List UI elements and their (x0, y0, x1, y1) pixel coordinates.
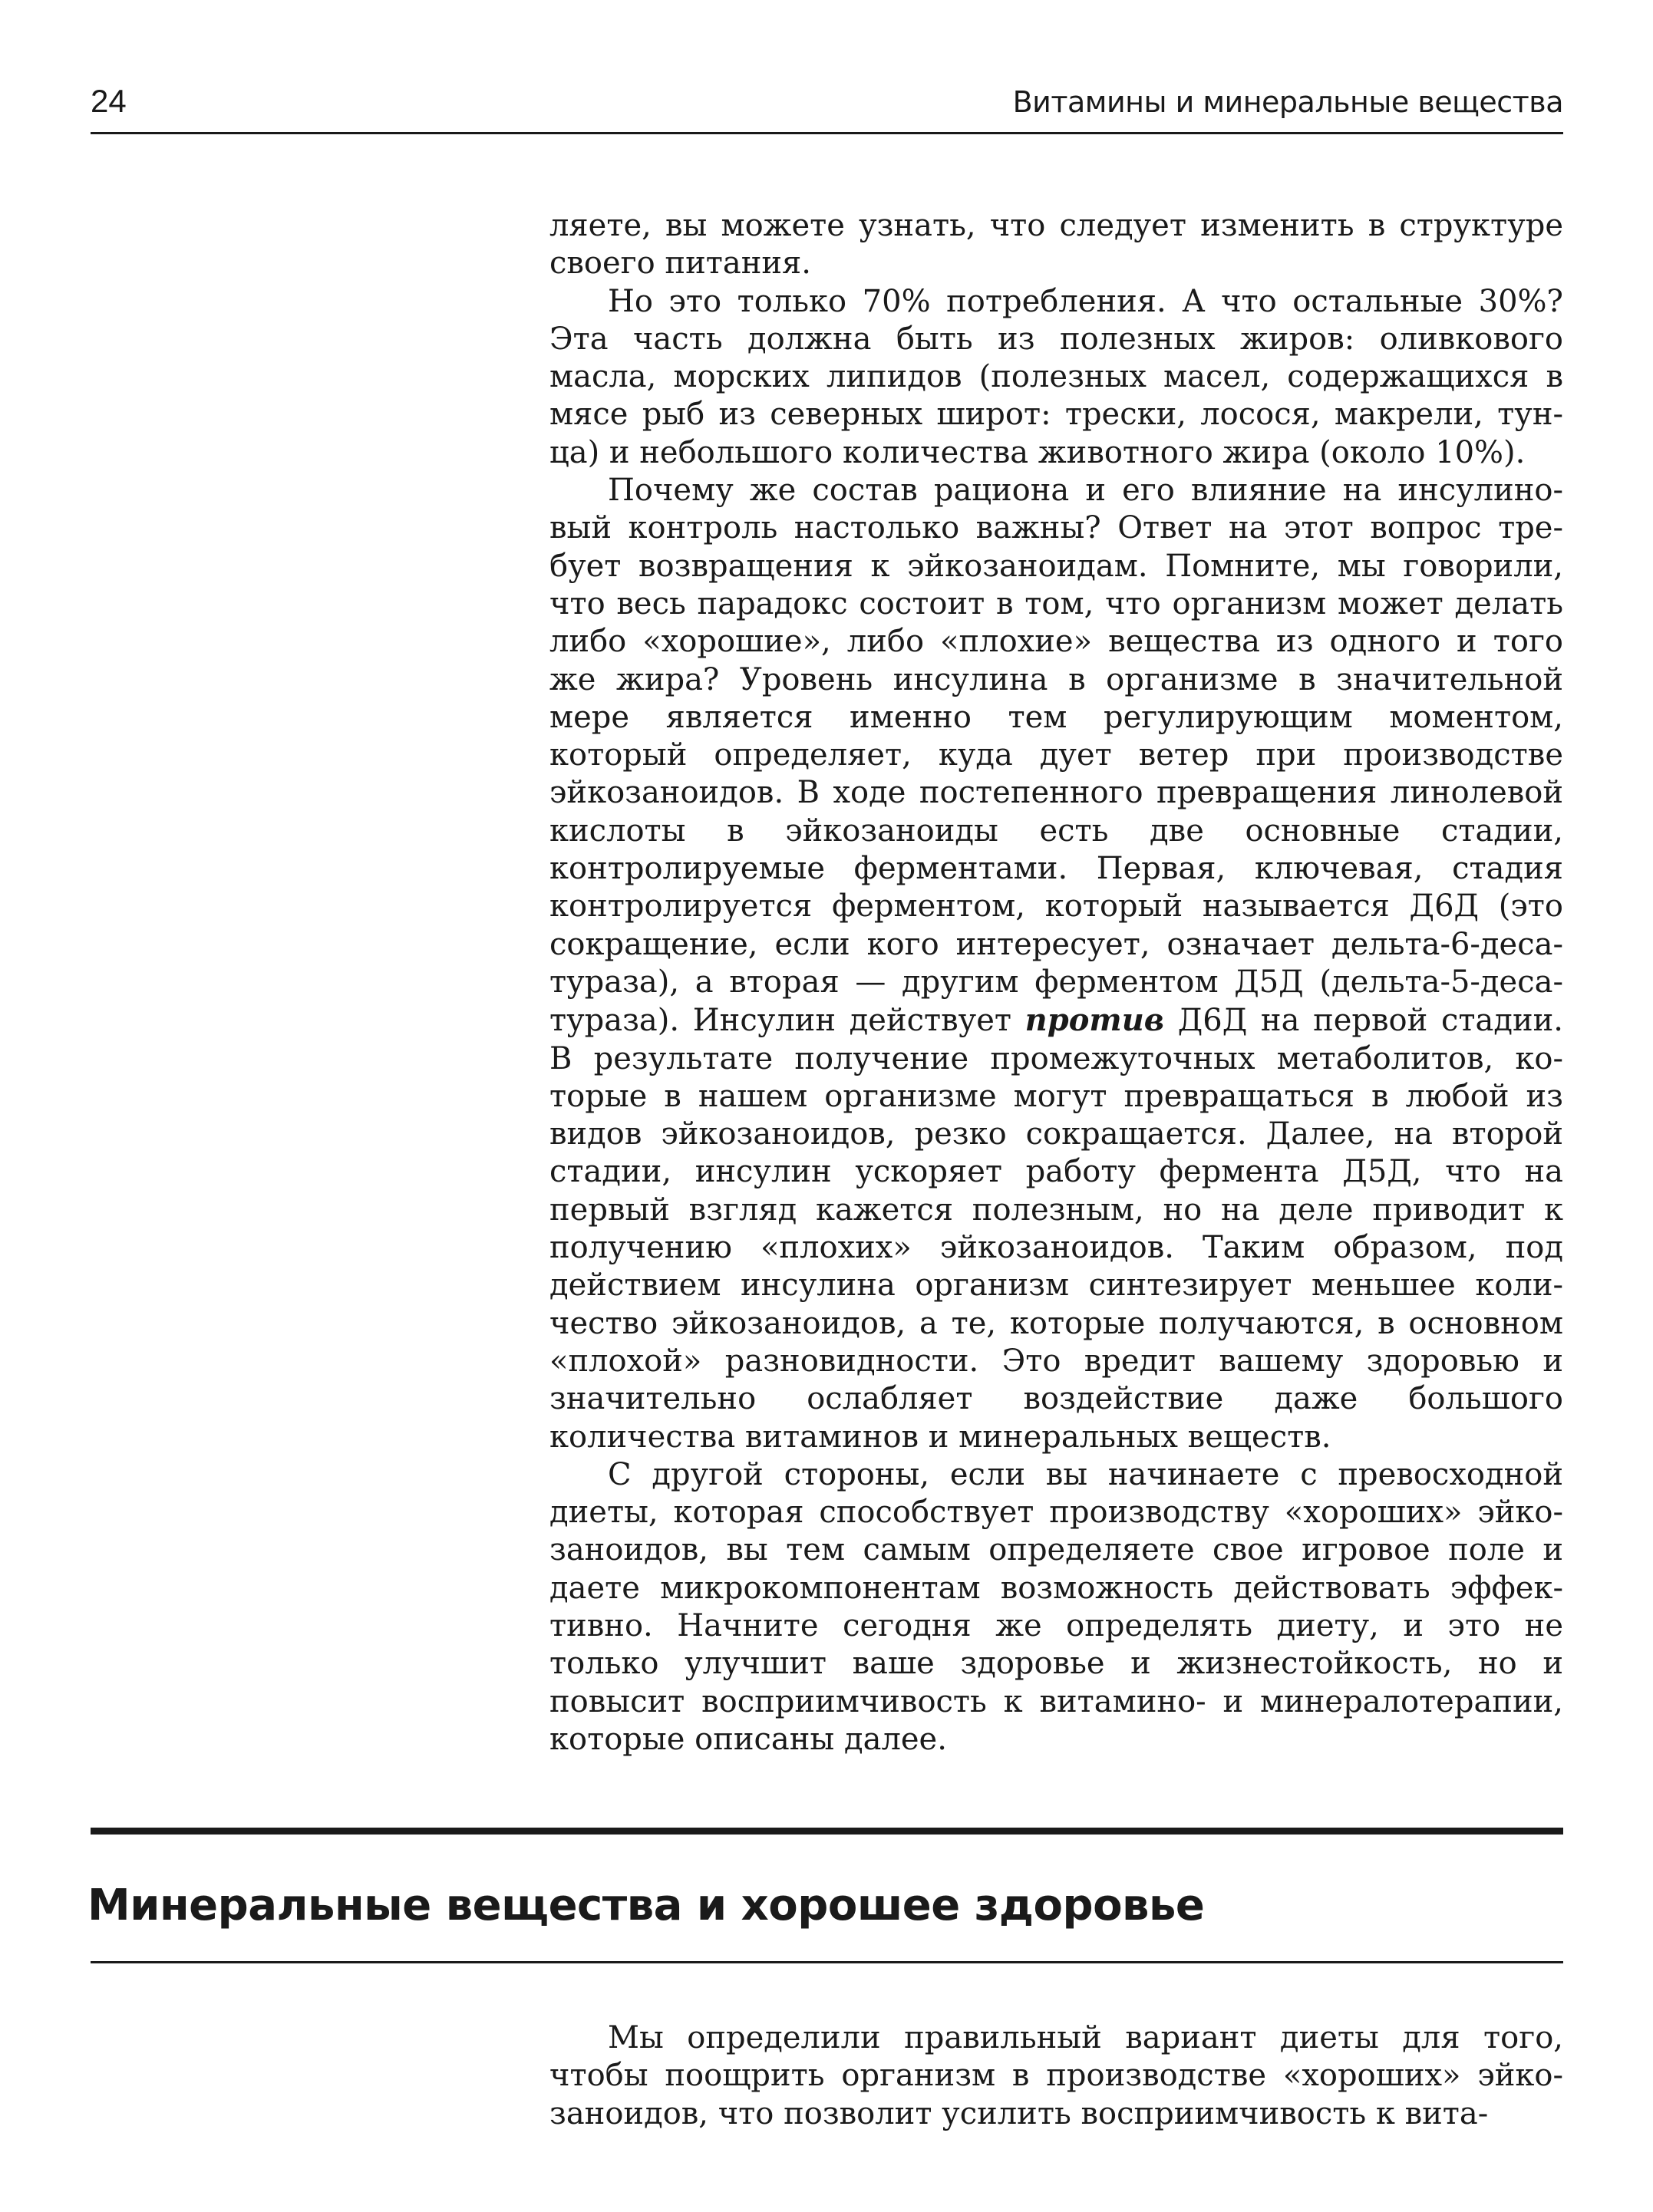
emphasis-against: против (1024, 1002, 1165, 1039)
running-title: Витамины и минеральные вещества (1012, 85, 1563, 119)
paragraph-fat-share: Но это только 70% потребления. А что остальные 30%? Эта часть должна быть из полезных жиров: оливкового масла, морских липидов (полезных масел, содержащихся в мясе рыб из северных широт: трески, лосося, макрели, тунца) и небольшого количества животного жира (около 10%). (549, 283, 1563, 470)
paragraph-good-diet: С другой стороны, если вы начинаете с превосходной диеты, которая способствует производству «хороших» эйкозаноидов, вы тем самым определяете свое игровое поле и даете микрокомпонентам возможность действовать эффективно. Начните сегодня же определять диету, и это не только улучшит ваше здоровье и жизнестойкость, но и повысит восприимчивость к витамино- и минералотерапии, которые описаны далее. (549, 1456, 1563, 1757)
header-rule (91, 132, 1563, 134)
paragraph-insulin-eicosanoids (549, 472, 1563, 1456)
section-rule-bottom (91, 1961, 1563, 1963)
section-rule-top (91, 1828, 1563, 1835)
paragraph-insulin-text-after: Д6Д на первой стадии. В результате получение промежуточных метаболитов, которые в нашем организме могут превращаться в любой из видов эйкозаноидов, резко сокращается. Далее, на второй стадии, инсулин ускоряет работу фермента Д5Д, что на первый взгляд кажется полезным, но на деле приводит к получению «плохих» эйкозаноидов. Таким образом, под действием инсулина организм синтезирует меньшее количество эйкозаноидов, а те, которые получаются, в основном «плохой» разновидности. Это вредит вашему здоровью и значительно ослабляет воздействие даже большого количества витаминов и минеральных веществ. (549, 1003, 1563, 1455)
paragraph-section-intro: Мы определили правильный вариант диеты для того, чтобы поощрить организм в производстве «хороших» эйкозаноидов, что позволит усилить восприимчивость к вита- (549, 2020, 1563, 2131)
page-number: 24 (91, 83, 127, 119)
body-text (549, 207, 1563, 1759)
section-body-text (549, 2019, 1563, 2133)
paragraph-continuation: ляете, вы можете узнать, что следует изменить в структуре своего питания. (549, 208, 1563, 282)
paragraph-insulin-text-before: Почему же состав рациона и его влияние на инсулиновый контроль настолько важны? Ответ на этот вопрос требует возвращения к эйкозаноидам. Помните, мы говорили, что весь парадокс состоит в том, что организм может делать либо «хорошие», либо «плохие» вещества из одного и того же жира? Уровень инсулина в организме в значительной мере является именно тем регулирующим моментом, который определяет, куда дует ветер при производстве эйкозаноидов. В ходе постепенного превращения линолевой кислоты в эйкозаноиды есть две основные стадии, контролируемые ферментами. Первая, ключевая, стадия контролируется ферментом, который называется Д6Д (это сокращение, если кого интересует, означает дельта-6-десатураза), а вторая — другим ферментом Д5Д (дельта-5-десатураза). Инсулин действует (549, 473, 1563, 1039)
section-heading: Минеральные вещества и хорошее здоровье (87, 1881, 1205, 1930)
